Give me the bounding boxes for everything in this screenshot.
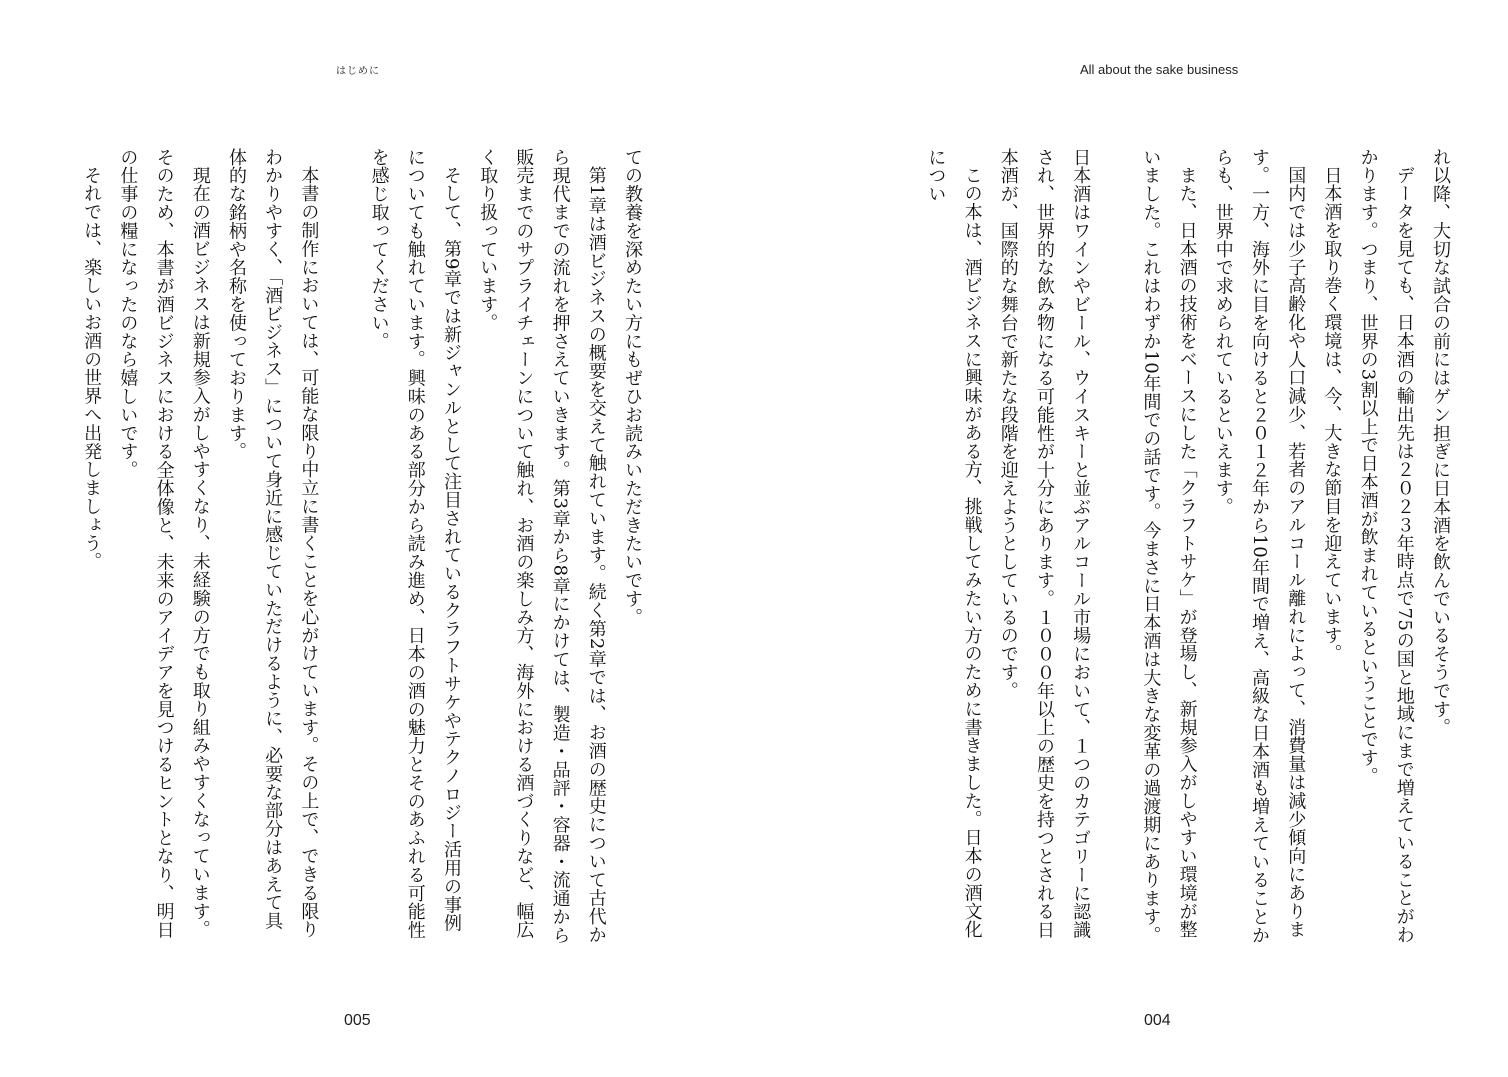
paragraph: れ以降、大切な試合の前にはゲン担ぎに日本酒を飲んでいるそうです。	[1430, 148, 1451, 737]
paragraph: また、日本酒の技術をベースにした「クラフトサケ」が登場し、新規参入がしやすい環境が整いました。これはわずか10年間での話です。今まさに日本酒は大きな変革の過渡期にあります。	[1140, 148, 1198, 945]
running-head: All about the sake business	[1080, 62, 1239, 77]
body-text	[878, 148, 1458, 948]
paragraph: そして、第9章では新ジャンルとして注目されているクラフトサケやテクノロジー活用の事例についても触れています。興味のある部分から読み進め、日本の酒の魅力とそのあふれる可能性を感じ取ってください。	[368, 148, 462, 940]
page-number: 004	[1144, 1012, 1171, 1029]
right-page	[754, 0, 1508, 1077]
page-number: 005	[344, 1012, 371, 1029]
paragraph: それでは、楽しいお酒の世界へ出発しましょう。	[81, 166, 103, 571]
paragraph: 国内では少子高齢化や人口減少、若者のアルコール離れによって、消費量は減少傾向にあります。一方、海外に目を向けると２０１２年から10年間で増え、高級な日本酒も増えていることからも、世界中で求められているといえます。	[1212, 148, 1307, 945]
paragraph: 本書の制作においては、可能な限り中立に書くことを心がけています。その上で、できる限りわかりやすく、「酒ビジネス」について身近に感じていただけるように、必要な部分はあえて具体的な銘柄や名称を使っております。	[225, 148, 320, 939]
paragraph: この本は、酒ビジネスに興味がある方、挑戦してみたい方のために書きました。日本の酒文化につい	[925, 148, 983, 939]
paragraph: 現在の酒ビジネスは新規参入がしやすくなり、未経験の方でも取り組みやすくなっています。そのため、本書が酒ビジネスにおける全体像と、未来のアイデアを見つけるヒントとなり、明日の仕事の糧になったのなら嬉しいです。	[117, 148, 211, 940]
paragraph: データを見ても、日本酒の輸出先は２０２３年時点で75の国と地域にまで増えていることがわかります。つまり、世界の3割以上で日本酒が飲まれているということです。	[1357, 148, 1415, 945]
paragraph: ての教養を深めたい方にもぜひお読みいただきたいです。	[622, 148, 643, 627]
paragraph: 日本酒を取り巻く環境は、今、大きな節目を迎えています。	[1321, 166, 1343, 663]
paragraph: 第1章は酒ビジネスの概要を交えて触れています。続く第2章では、お酒の歴史について古代から現代までの流れを押さえていきます。第3章から8章にかけては、製造・品評・容器・流通から販売までのサプライチェーンについて触れ、お酒の楽しみ方、海外における酒づくりなど、幅広く取り扱っています。	[477, 148, 607, 945]
body-text	[80, 148, 650, 948]
running-head: はじめに	[336, 66, 380, 77]
paragraph: 日本酒はワインやビール、ウイスキーと並ぶアルコール市場において、１つのカテゴリーに認識され、世界的な飲み物になる可能性が十分にあります。１０００年以上の歴史を持つとされる日本酒が、国際的な舞台で新たな段階を迎えようとしているのです。	[997, 148, 1092, 940]
